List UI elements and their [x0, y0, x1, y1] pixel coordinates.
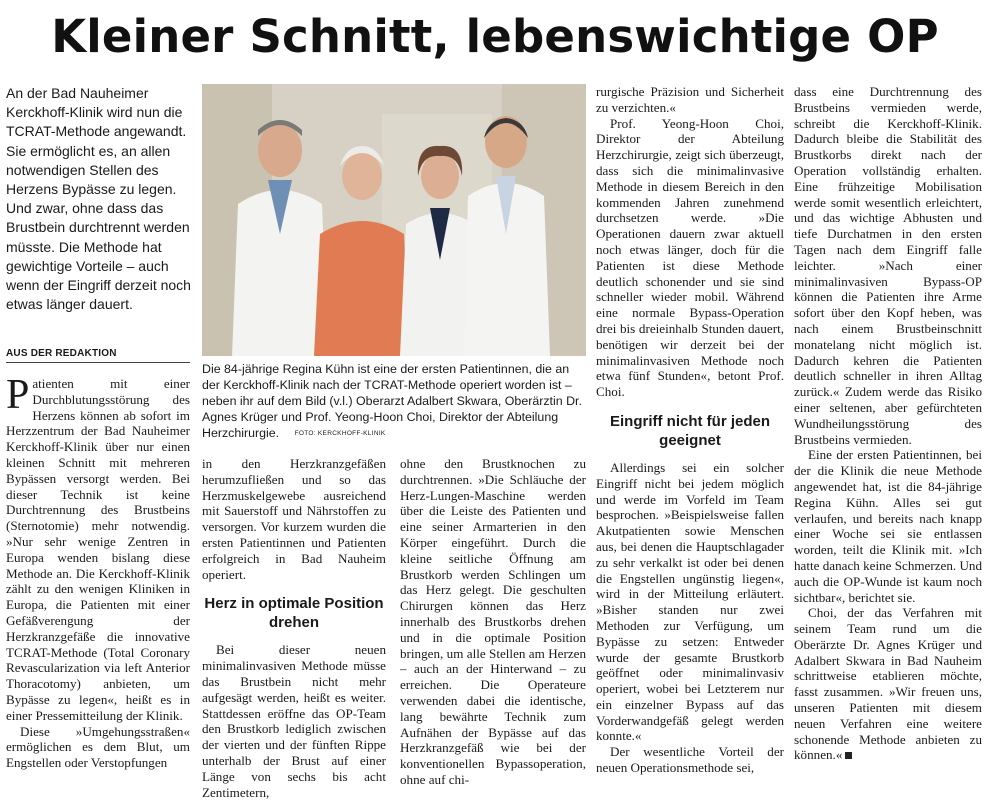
teaser: An der Bad Nauheimer Kerckhoff-Klinik wird nun die TCRAT-Methode angewandt. Sie ermöglicht es, an allen notwendigen Stellen des Herzens Bypässe zu legen. Und zwar, ohne dass das Brustbein durchtrennt werden müsste. Die Methode hat gewichtige Vorteile – auch wenn der Eingriff derzeit noch etwas länger dauert.	[6, 85, 191, 313]
paragraph: dass eine Durchtrennung des Brustbeins vermieden werde, schreibt die Kerckhoff-Klinik. Dadurch bleibe die Stabilität des Brustkorbs direkt nach der Operation vollständig erhalten. Eine frühzeitige Mobilisation werde somit wesentlich erleichtert, und das wichtige Abhusten und tiefe Durchatmen in den ersten Tagen nach dem Eingriff falle leichter. »Nach einer minimalinvasiven Bypass-OP können die Patienten ihre Arme sofort über den Kopf heben, was nach einem Brustbeinschnitt monatelang nicht möglich ist. Dadurch kehren die Patienten deutlich schneller in ihren Alltag zurück.« Zudem werde das Risiko einer seltenen, aber gefürchteten Wundheilungsstörung des Brustbeins vermieden.	[794, 84, 982, 447]
column-5	[794, 84, 982, 763]
paragraph: ohne den Brustknochen zu durchtrennen. »Die Schläuche der Herz-Lungen-Maschine werden über die Leiste des Patienten und eine seiner Armarterien in den Körper eingeführt. Durch die kleine seitliche Öffnung am Brustkorb werden Schlingen um das Herz gelegt. Die geschulten Chirurgen können das Herz innerhalb des Brustkorbs drehen und in die optimale Position bringen, um alle Stellen am Herzen – auch an der Hinterwand – zu erreichen. Die Operateure verwenden dabei die identische, lang bewährte Technik zum Aufnähen der Bypässe auf das Herzkranzgefäß wie bei der konventionellen Bypassoperation, ohne auf chi-	[400, 456, 586, 787]
column-3	[400, 456, 586, 788]
paragraph: Bei dieser neuen minimalinvasiven Methode müsse das Brustbein nicht mehr aufgesägt werden, heißt es weiter. Stattdessen eröffne das OP-Team den Brustkorb lediglich zwischen der vierten und der fünften Rippe unterhalb der Brust auf einer Länge von sechs bis acht Zentimetern,	[202, 642, 386, 800]
rubric: AUS DER REDAKTION	[6, 348, 190, 363]
column-1	[6, 372, 190, 771]
paragraph: Allerdings sei ein solcher Eingriff nicht bei jedem möglich und werde im Vorfeld im Team besprochen. »Beispielsweise fallen Akutpatienten sowie Menschen aus, bei denen die Hauptschlagader zu sehr verkalkt ist oder bei denen die Engstellen ungünstig liegen«, wird in der Mitteilung erläutert. »Bisher standen nur zwei Methoden zur Verfügung, um Bypässe zu setzen: Entweder wurde der gesamte Brustkorb geöffnet oder minimalinvasiv operiert, wobei bei Letzterem nur ein einzelner Bypass auf das Vorderwandgefäß gelegt werden konnte.«	[596, 459, 784, 744]
paragraph: Eine der ersten Patientinnen, bei der die Klinik die neue Methode angewendet hat, ist die 84-jährige Regina Kühn. Alles sei gut verlaufen, und bereits nach knapp einer Woche sei sie entlassen worden, teilt die Klinik mit. »Ich hatte danach keine Schmerzen. Und auch die OP-Wunde ist kaum noch sichtbar«, berichtet sie.	[794, 447, 982, 605]
headline: Kleiner Schnitt, lebenswichtige OP	[51, 10, 939, 63]
end-mark	[845, 752, 852, 759]
paragraph: Prof. Yeong-Hoon Choi, Direktor der Abteilung Herzchirurgie, zeigt sich überzeugt, dass sich die minimalinvasive Methode in diesem Bereich in den kommenden Jahren zunehmend durchsetzen werde. »Die Operationen dauern zwar aktuell noch etwas länger, doch für die Patienten ist diese Methode deutlich schonender und sie sind schneller wieder mobil. Während eine normale Bypass-Operation drei bis dreieinhalb Stunden dauert, benötigen wir derzeit bei der minimalinvasiven Methode noch etwa fünf Stunden«, betont Prof. Choi.	[596, 115, 784, 400]
subheading: Herz in optimale Position drehen	[204, 595, 384, 632]
dropcap: P	[6, 372, 30, 418]
photo-caption	[202, 361, 586, 442]
paragraph: in den Herzkranzgefäßen herumzufließen und so das Herzmuskelgewebe ausreichend mit Sauerstoff und Nährstoffen zu versorgen. Vor kurzem wurden die ersten Patientinnen und Patienten erfolgreich in Bad Nauheim operiert.	[202, 456, 386, 582]
photo-credit: FOTO: KERCKHOFF-KLINIK	[294, 429, 386, 437]
column-2	[202, 456, 386, 800]
photo-illustration	[202, 84, 586, 356]
paragraph: Der wesentliche Vorteil der neuen Operationsmethode sei,	[596, 744, 784, 776]
paragraph: rurgische Präzision und Sicherheit zu verzichten.«	[596, 84, 784, 115]
subheading: Eingriff nicht für jeden geeignet	[610, 412, 770, 449]
paragraph-text: atienten mit einer Durchblutungsstörung des Herzens können ab sofort im Herzzentrum der Bad Nauheimer Kerckhoff-Klinik über nur einen kleinen Schnitt mit mehreren Bypässen versorgt werden. Bei dieser Technik ist keine Durchtrennung des Brustbeins (Sternotomie) mehr notwendig. »Nur sehr wenige Zentren in Europa wenden bislang diese Methode an. Die Kerckhoff-Klinik zählt zu den wenigen Kliniken in Europa, die Patienten mit einer Gefäßverengung der Herzkranzgefäße die innovative TCRAT-Methode (Total Coronary Revascularization via left Anterior Thoracotomy) anbieten, um Bypässe zu legen«, heißt es in einer Pressemitteilung der Klinik.	[6, 376, 190, 723]
paragraph	[6, 372, 190, 724]
article-photo	[202, 84, 586, 356]
column-4	[596, 84, 784, 776]
paragraph: Diese »Umgehungsstraßen« ermöglichen es dem Blut, um Engstellen oder Verstopfungen	[6, 723, 190, 771]
caption-text: Die 84-jährige Regina Kühn ist eine der ersten Patientinnen, die an der Kerckhoff-Klinik nach der TCRAT-Methode operiert worden ist – neben ihr auf dem Bild (v.l.) Oberarzt Adalbert Skwara, Oberärztin Dr. Agnes Krüger und Prof. Yeong-Hoon Choi, Direktor der Abteilung Herzchirurgie.	[202, 362, 582, 440]
paragraph	[794, 605, 982, 763]
paragraph-text: Choi, der das Verfahren mit seinem Team rund um die Oberärzte Dr. Agnes Krüger und Adalbert Skwara in Bad Nauheim schrittweise etablieren möchte, fasst zusammen. »Wir freuen uns, unseren Patienten mit diesem neuen Verfahren eine weitere schonende Methode anbieten zu können.«	[794, 605, 982, 763]
